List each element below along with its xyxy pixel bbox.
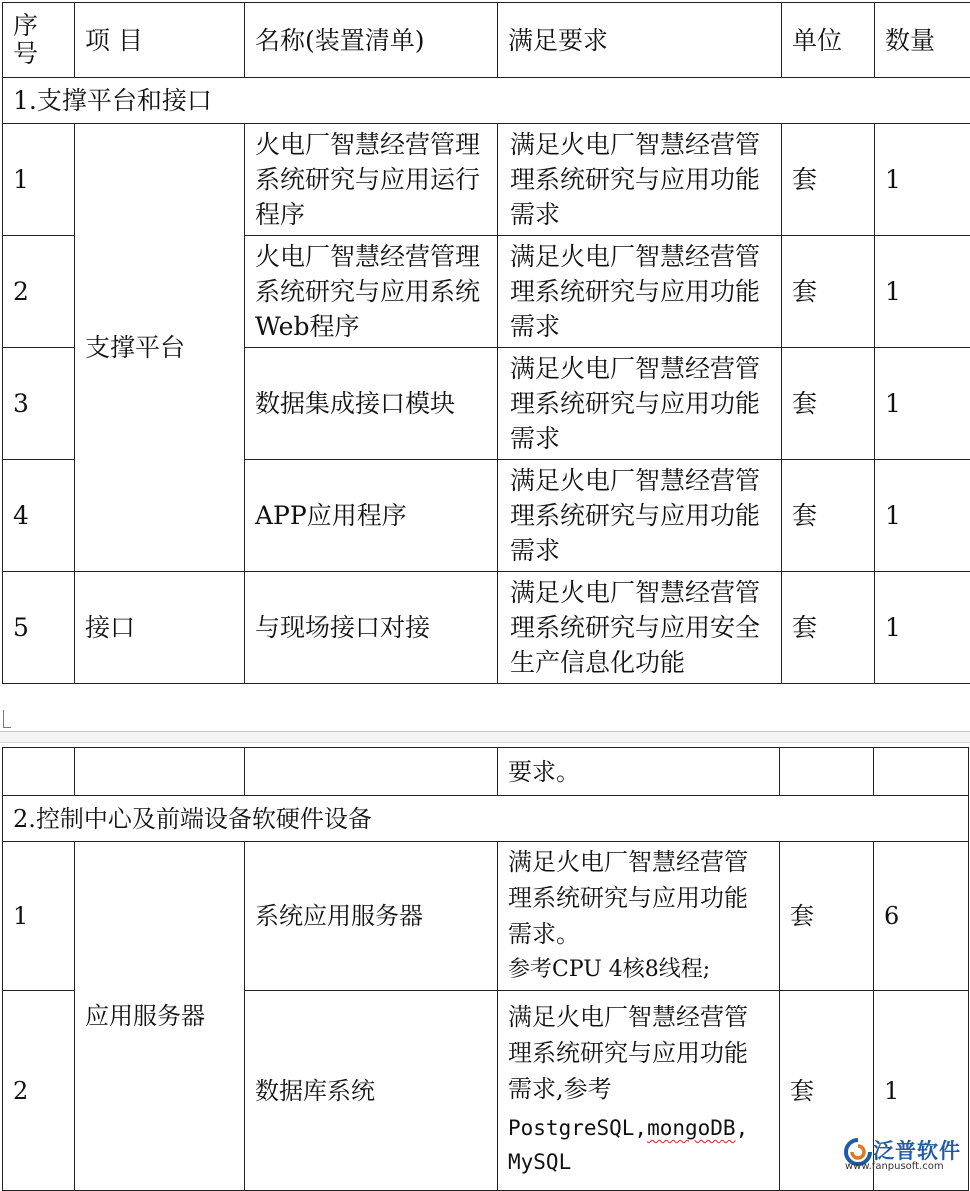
cell-req-text: 满足火电厂智慧经营管理系统研究与应用功能需求。 <box>508 844 779 952</box>
header-qty: 数量 <box>875 3 970 78</box>
cell-qty: 1 <box>875 236 970 348</box>
table-row <box>3 842 969 991</box>
db-mysql: MySQL <box>508 1150 571 1174</box>
cell-qty: 1 <box>875 460 970 572</box>
cell-unit: 套 <box>782 572 875 684</box>
cell-empty <box>75 748 245 796</box>
cell-qty: 1 <box>875 572 970 684</box>
cell-unit: 套 <box>782 348 875 460</box>
page-corner-mark <box>3 710 4 728</box>
table-row-continued <box>3 748 969 796</box>
cell-qty: 6 <box>874 842 969 991</box>
cell-req-text: 满足火电厂智慧经营管理系统研究与应用功能需求,参考 <box>508 999 779 1107</box>
db-mongodb: mongoDB <box>647 1116 736 1140</box>
cell-name: 与现场接口对接 <box>245 572 498 684</box>
cell-seq: 5 <box>3 572 75 684</box>
section-title: 2.控制中心及前端设备软硬件设备 <box>3 796 969 842</box>
cell-empty <box>780 748 874 796</box>
cell-seq: 4 <box>3 460 75 572</box>
cell-unit: 套 <box>782 124 875 236</box>
table-header-row <box>3 3 970 78</box>
cell-req: 满足火电厂智慧经营管理系统研究与应用功能需求 <box>498 236 782 348</box>
page-break <box>0 731 970 743</box>
cell-name: APP应用程序 <box>245 460 498 572</box>
cell-name: 数据库系统 <box>245 991 498 1191</box>
cell-req-db <box>508 1111 779 1179</box>
cell-name: 数据集成接口模块 <box>245 348 498 460</box>
header-item: 项 目 <box>75 3 245 78</box>
brand-name: 泛普软件 <box>873 1135 961 1165</box>
cell-req-continued: 要求。 <box>498 748 780 796</box>
group-app-server: 应用服务器 <box>75 842 245 1191</box>
cell-name: 系统应用服务器 <box>245 842 498 991</box>
cell-req-extra: 参考CPU 4核8线程; <box>508 952 779 988</box>
cell-req <box>498 991 780 1191</box>
cell-seq: 2 <box>3 991 75 1191</box>
equipment-table-2 <box>2 747 969 1191</box>
cell-req: 满足火电厂智慧经营管理系统研究与应用功能需求 <box>498 348 782 460</box>
cell-empty <box>3 748 75 796</box>
cell-seq: 1 <box>3 842 75 991</box>
cell-name: 火电厂智慧经营管理系统研究与应用系统Web程序 <box>245 236 498 348</box>
cell-unit: 套 <box>780 842 874 991</box>
section-title: 1.支撑平台和接口 <box>3 78 970 124</box>
cell-qty: 1 <box>875 124 970 236</box>
cell-unit: 套 <box>782 236 875 348</box>
db-sep: , <box>736 1116 749 1140</box>
group-support-platform: 支撑平台 <box>75 124 245 572</box>
cell-req <box>498 842 780 991</box>
page-corner-mark <box>3 727 11 728</box>
section-row <box>3 796 969 842</box>
cell-qty: 1 <box>875 348 970 460</box>
cell-seq: 2 <box>3 236 75 348</box>
cell-req: 满足火电厂智慧经营管理系统研究与应用功能需求 <box>498 124 782 236</box>
equipment-table-1 <box>2 2 970 684</box>
cell-seq: 1 <box>3 124 75 236</box>
cell-seq: 3 <box>3 348 75 460</box>
header-req: 满足要求 <box>498 3 782 78</box>
header-name: 名称(装置清单) <box>245 3 498 78</box>
header-seq: 序号 <box>3 3 75 78</box>
table-row <box>3 124 970 236</box>
cell-name: 火电厂智慧经营管理系统研究与应用运行程序 <box>245 124 498 236</box>
brand-logo <box>843 1135 965 1175</box>
cell-qty: 1 <box>874 991 969 1191</box>
cell-unit: 套 <box>780 991 874 1191</box>
header-unit: 单位 <box>782 3 875 78</box>
table-row <box>3 572 970 684</box>
cell-req: 满足火电厂智慧经营管理系统研究与应用功能需求 <box>498 460 782 572</box>
cell-empty <box>245 748 498 796</box>
db-postgresql: PostgreSQL, <box>508 1116 647 1140</box>
brand-url: www.fanpusoft.com <box>845 1161 944 1172</box>
cell-empty <box>874 748 969 796</box>
cell-req: 满足火电厂智慧经营管理系统研究与应用安全生产信息化功能 <box>498 572 782 684</box>
cell-unit: 套 <box>782 460 875 572</box>
group-interface: 接口 <box>75 572 245 684</box>
section-row <box>3 78 970 124</box>
